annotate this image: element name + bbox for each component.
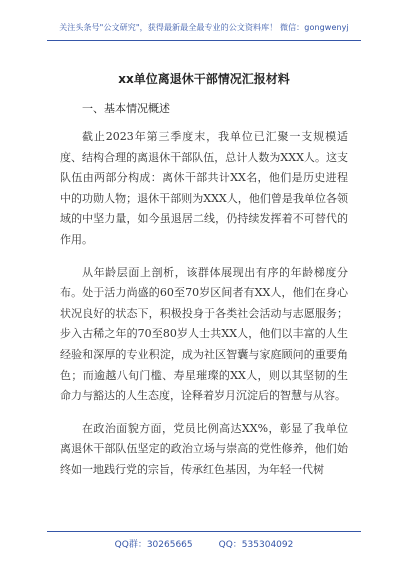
paragraph-age-structure: 从年龄层面上剖析，该群体展现出有序的年龄梯度分布。处于活力尚盛的60至70岁区间者有XX人，他们在身心状况良好的状态下，积极投身于各类社会活动与志愿服务；步入古稀之年的70至80岁人士共XX人，他们以丰富的人生经验和深厚的专业积淀，成为社区智囊与家庭顾问的重要角色；而逾越八旬门槛、寿星璀璨的XX人，则以其坚韧的生命力与豁达的人生态度，诠释着岁月沉淀后的智慧与从容。: [60, 265, 348, 403]
footer-qq-group: QQ群：30265665: [114, 540, 193, 550]
header-divider: [47, 40, 361, 41]
section-heading: 一、基本情况概述: [82, 102, 170, 115]
footer-divider: [47, 531, 361, 532]
document-body: [60, 127, 348, 493]
paragraph-overview: 截止2023年第三季度末，我单位已汇聚一支规模适度、结构合理的离退休干部队伍，总计人数为XXX人。这支队伍由两部分构成：离休干部共计XX名，他们是历史进程中的功勋人物；退休干部则为XXX人，他们曾是我单位各领域的中坚力量，如今虽退居二线，仍持续发挥着不可替代的作用。: [60, 130, 348, 246]
footer-contact: [0, 537, 408, 550]
paragraph-political-status: 在政治面貌方面，党员比例高达XX%，彰显了我单位离退休干部队伍坚定的政治立场与崇高的党性修养，他们始终如一地践行党的宗旨，传承红色基因，为年轻一代树: [60, 421, 348, 476]
footer-qq: QQ：535304092: [218, 540, 294, 550]
header-notice: 关注头条号"公文研究"，获得最新最全最专业的公文资料库！ 微信：gongwenyj: [59, 23, 349, 32]
document-title: xx单位离退休干部情况汇报材料: [118, 72, 290, 86]
